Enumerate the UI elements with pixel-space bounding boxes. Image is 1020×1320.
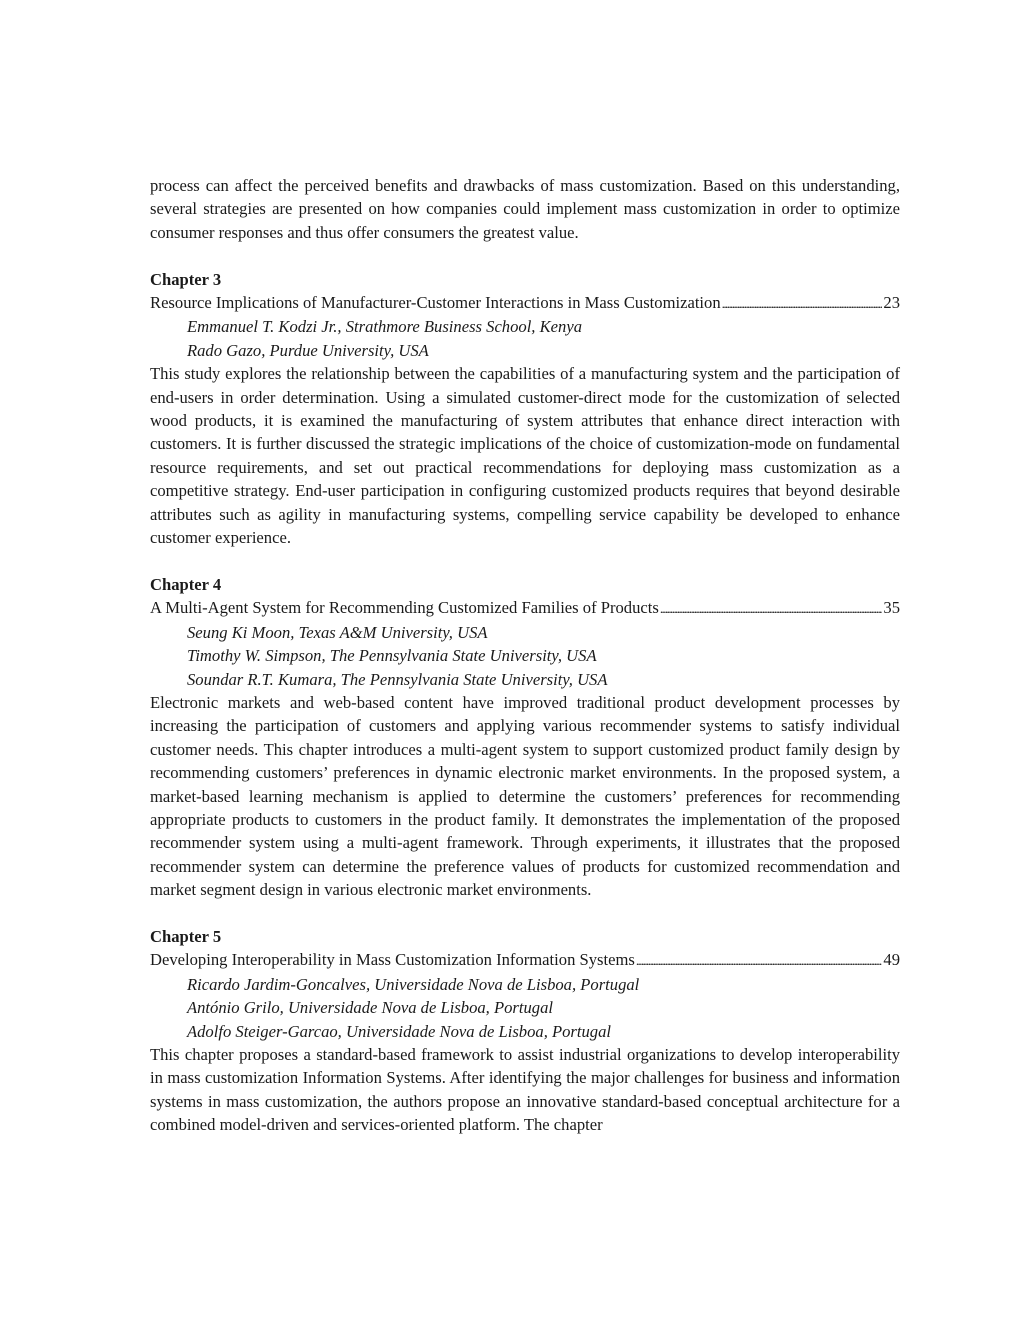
dot-leader (722, 291, 883, 315)
chapter-title-line[interactable] (150, 948, 900, 972)
dot-leader (660, 596, 883, 620)
chapter-abstract: Electronic markets and web-based content have improved traditional product development processes by increasing the participation of customers and applying various recommender systems to satisfy individual customer needs. This chapter introduces a multi-agent system to support customized product family design by recommending customers’ preferences in dynamic electronic market environments. In the proposed system, a market-based learning mechanism is applied to determine the customers’ preferences for recommending appropriate products to customers in the product family. It demonstrates the implementation of the proposed recommender system using a multi-agent framework. Through experiments, it illustrates that the proposed recommender system can determine the preference values of products for customized recommendation and market segment design in various electronic market environments. (150, 692, 900, 900)
chapter-entry-5 (150, 925, 900, 1137)
author-line: Ricardo Jardim-Goncalves, Universidade Nova de Lisboa, Portugal (187, 974, 640, 994)
chapter-title[interactable]: Developing Interoperability in Mass Customization Information Systems (150, 950, 635, 970)
page-number[interactable]: 35 (883, 598, 900, 618)
page-number[interactable]: 23 (883, 293, 900, 313)
dot-leader (636, 948, 883, 972)
chapter-abstract: This study explores the relationship between the capabilities of a manufacturing system and the participation of end-users in order determination. Using a simulated customer-direct mode for the customization of selected wood products, it is examined the manufacturing of system attributes that enhance direct interaction with customers. It is further discussed the strategic implications of the choice of customization-mode on fundamental resource requirements, and set out practical recommendations for deploying mass customization as a competitive strategy. End-user participation in configuring customized products requires that beyond desirable attributes such as agility in manufacturing systems, compelling service capability be developed to enhance customer experience. (150, 364, 900, 548)
author-line: Seung Ki Moon, Texas A&M University, USA (187, 622, 488, 642)
chapter-label: Chapter 4 (150, 574, 222, 594)
chapter-title-line[interactable] (150, 596, 900, 620)
author-line: António Grilo, Universidade Nova de Lisboa, Portugal (187, 998, 553, 1018)
chapter-entry-3 (150, 268, 900, 550)
chapter-entry-4 (150, 573, 900, 902)
page-number[interactable]: 49 (883, 950, 900, 970)
chapter-label: Chapter 3 (150, 269, 222, 289)
author-line: Rado Gazo, Purdue University, USA (187, 340, 429, 360)
intro-paragraph: process can affect the perceived benefits and drawbacks of mass customization. Based on this understanding, several strategies are presented on how companies could implement mass customization in order to optimize consumer responses and thus offer consumers the greatest value. (150, 176, 900, 242)
chapter-label: Chapter 5 (150, 926, 222, 946)
chapter-abstract: This chapter proposes a standard-based framework to assist industrial organizations to develop interoperability in mass customization Information Systems. After identifying the major challenges for business and information systems in mass customization, the authors propose an innovative standard-based conceptual architecture for a combined model-driven and services-oriented platform. The chapter (150, 1044, 900, 1135)
author-line: Timothy W. Simpson, The Pennsylvania State University, USA (187, 646, 597, 666)
author-line: Soundar R.T. Kumara, The Pennsylvania State University, USA (187, 669, 608, 689)
chapter-title[interactable]: A Multi-Agent System for Recommending Customized Families of Products (150, 598, 659, 618)
author-line: Emmanuel T. Kodzi Jr., Strathmore Business School, Kenya (187, 317, 582, 337)
toc-page (150, 174, 900, 1137)
author-line: Adolfo Steiger-Garcao, Universidade Nova de Lisboa, Portugal (187, 1021, 611, 1041)
chapter-title[interactable]: Resource Implications of Manufacturer-Customer Interactions in Mass Customization (150, 293, 721, 313)
chapter-title-line[interactable] (150, 291, 900, 315)
